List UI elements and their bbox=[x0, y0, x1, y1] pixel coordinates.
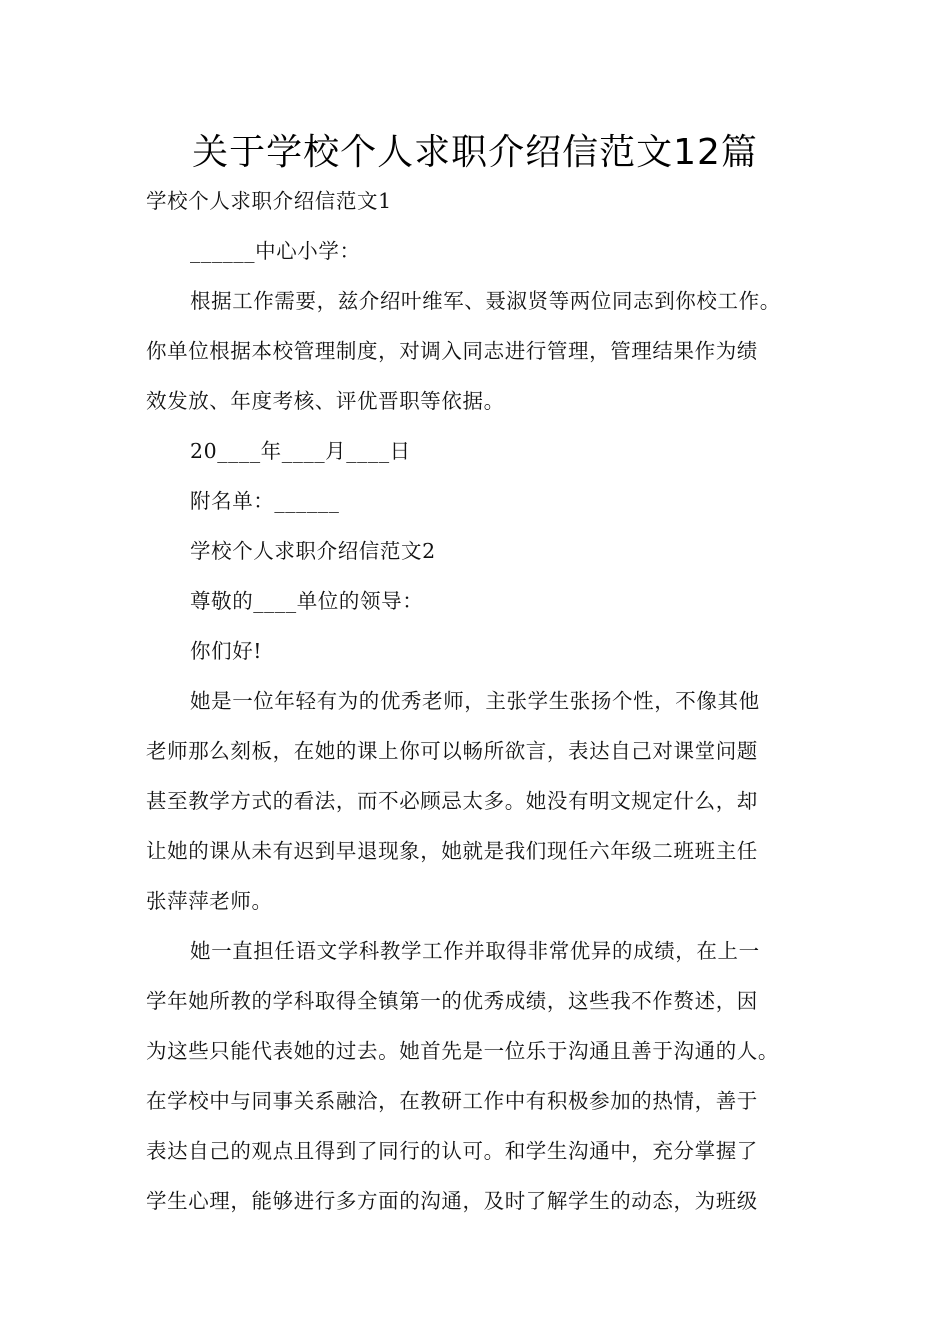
paragraph-line: 她一直担任语文学科教学工作并取得非常优异的成绩，在上一 bbox=[190, 939, 760, 963]
paragraph-line: 学生心理，能够进行多方面的沟通，及时了解学生的动态，为班级 bbox=[146, 1189, 758, 1213]
paragraph-line: 甚至教学方式的看法，而不必顾忌太多。她没有明文规定什么，却 bbox=[146, 789, 758, 813]
salutation-line: 尊敬的____单位的领导： bbox=[190, 589, 424, 613]
date-line: 20____年____月____日 bbox=[190, 439, 411, 463]
paragraph-line: 表达自己的观点且得到了同行的认可。和学生沟通中，充分掌握了 bbox=[146, 1139, 758, 1163]
paragraph-line: 她是一位年轻有为的优秀老师，主张学生张扬个性，不像其他 bbox=[190, 689, 760, 713]
paragraph-line: 你单位根据本校管理制度，对调入同志进行管理，管理结果作为绩 bbox=[146, 339, 758, 363]
paragraph-line: 为这些只能代表她的过去。她首先是一位乐于沟通且善于沟通的人。 bbox=[146, 1039, 779, 1063]
section-heading: 学校个人求职介绍信范文2 bbox=[190, 539, 436, 563]
paragraph-line: 老师那么刻板，在她的课上你可以畅所欲言，表达自己对课堂问题 bbox=[146, 739, 758, 763]
paragraph-line: 效发放、年度考核、评优晋职等依据。 bbox=[146, 389, 505, 413]
document-title: 关于学校个人求职介绍信范文12篇 bbox=[192, 132, 758, 173]
paragraph-line: 让她的课从未有迟到早退现象，她就是我们现任六年级二班班主任 bbox=[146, 839, 758, 863]
paragraph-line: 学年她所教的学科取得全镇第一的优秀成绩，这些我不作赘述，因 bbox=[146, 989, 758, 1013]
attachment-line: 附名单：______ bbox=[190, 489, 340, 513]
paragraph-line: 根据工作需要，兹介绍叶维军、聂淑贤等两位同志到你校工作。 bbox=[190, 289, 781, 313]
salutation-line: ______中心小学： bbox=[190, 239, 361, 263]
paragraph-line: 张萍萍老师。 bbox=[146, 889, 273, 913]
paragraph-line: 在学校中与同事关系融洽，在教研工作中有积极参加的热情，善于 bbox=[146, 1089, 758, 1113]
greeting-line: 你们好! bbox=[190, 639, 263, 663]
section-heading: 学校个人求职介绍信范文1 bbox=[146, 189, 392, 213]
